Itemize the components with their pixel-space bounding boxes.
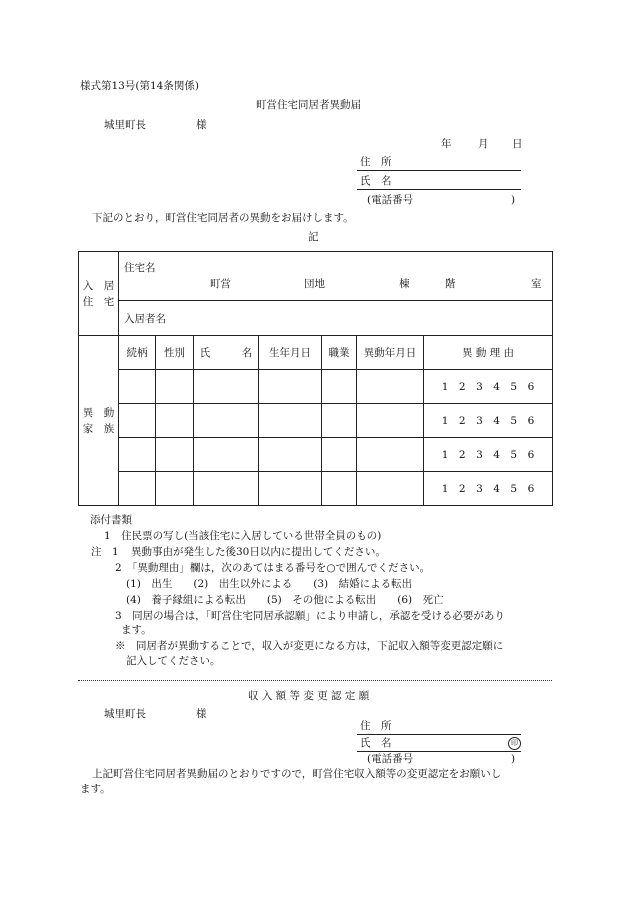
cell-change-date[interactable] [357,370,424,404]
cell-reason-options[interactable]: 1 2 3 4 5 6 [424,438,553,472]
housing-part-building: 棟 [399,278,410,290]
cell-relationship[interactable] [119,438,156,472]
col-change-date: 異動年月日 [357,336,424,370]
date-year: 年 [441,138,452,150]
cell-relationship[interactable] [119,370,156,404]
cell-change-date[interactable] [357,472,424,506]
cell-birthdate[interactable] [259,438,322,472]
cell-name[interactable] [194,438,259,472]
form-number: 様式第13号(第14条関係) [80,80,199,92]
table-row [79,370,553,404]
cell-occupation[interactable] [322,472,357,506]
addressee: 城里町長 [104,119,146,131]
col-birthdate: 生年月日 [259,336,322,370]
income-name-underline[interactable] [357,751,521,752]
cell-sex[interactable] [156,370,194,404]
cell-reason-options[interactable]: 1 2 3 4 5 6 [424,370,553,404]
income-phone-close: ) [511,753,516,765]
note-prefix: 注 1 [91,546,119,558]
phone-label: (電話番号 [367,194,414,206]
income-addressee: 城里町長 [104,708,146,720]
phone-close: ) [511,194,516,206]
housing-part-danchi: 団地 [304,278,325,290]
cell-name[interactable] [194,472,259,506]
col-occupation: 職業 [322,336,357,370]
cell-sex[interactable] [156,472,194,506]
form-title: 町営住宅同居者異動届 [256,99,361,111]
attachment-1: 1 住民票の写し(当該住宅に入居している世帯全員のもの) [104,530,382,542]
note-star: ※ 同居者が異動することで，収入が変更になる方は，下記収入額等変更認定願に [115,640,504,652]
intro-text: 下記のとおり，町営住宅同居者の異動をお届けします。 [92,212,354,224]
change-family-label: 異 動 家 族 [79,336,119,506]
reasons-line-1: (1) 出生 (2) 出生以外による (3) 結婚による転出 [126,578,413,590]
income-name-label: 氏 名 [360,737,392,749]
col-change-reason: 異 動 理 由 [424,336,553,370]
address-underline[interactable] [357,170,521,171]
col-relationship: 続柄 [119,336,156,370]
table-row [79,472,553,506]
cell-name[interactable] [194,404,259,438]
cut-line [78,680,552,681]
name-label: 氏 名 [360,175,392,187]
income-body-cont: ます。 [80,783,111,795]
note-star-cont: 記入してください。 [126,655,221,667]
cell-occupation[interactable] [322,370,357,404]
housing-name-cell[interactable] [119,252,553,301]
cell-birthdate[interactable] [259,472,322,506]
name-underline[interactable] [357,189,521,190]
cell-birthdate[interactable] [259,404,322,438]
income-phone-label: (電話番号 [367,753,414,765]
note-1: 異動事由が発生した後30日以内に提出してください。 [131,546,386,558]
cell-change-date[interactable] [357,438,424,472]
housing-part-floor: 階 [445,278,456,290]
ki-label: 記 [308,231,319,243]
cell-sex[interactable] [156,404,194,438]
col-name: 氏 名 [194,336,259,370]
income-address-underline[interactable] [357,734,521,735]
income-addressee-honorific: 様 [196,708,207,720]
note-3-cont: ます。 [121,624,152,636]
date-day: 日 [512,138,523,150]
cell-relationship[interactable] [119,472,156,506]
note-2: 2 「異動理由」欄は，次のあてはまる番号を○で囲んでください。 [115,562,431,574]
change-table [78,251,553,506]
table-row [79,438,553,472]
seal-mark [508,737,521,751]
addressee-honorific: 様 [196,119,207,131]
occupant-name-cell[interactable] [119,301,553,336]
seal-icon: 印 [508,737,521,750]
cell-reason-options[interactable]: 1 2 3 4 5 6 [424,472,553,506]
cell-reason-options[interactable]: 1 2 3 4 5 6 [424,404,553,438]
cell-occupation[interactable] [322,404,357,438]
cell-sex[interactable] [156,438,194,472]
table-row [79,404,553,438]
address-label: 住 所 [360,156,392,168]
note-3: 3 同居の場合は，「町営住宅同居承認願」により申請し，承認を受ける必要があり [115,610,505,622]
housing-part-town: 町営 [210,278,231,290]
income-address-label: 住 所 [360,720,392,732]
reasons-line-2: (4) 養子縁組による転出 (5) その他による転出 (6) 死亡 [126,594,444,606]
housing-name-label: 住宅名 [124,262,156,274]
attachments-title: 添付書類 [90,514,132,526]
col-sex: 性別 [156,336,194,370]
occupant-name-label: 入居者名 [124,312,166,325]
cell-name[interactable] [194,370,259,404]
cell-occupation[interactable] [322,438,357,472]
cell-change-date[interactable] [357,404,424,438]
cell-birthdate[interactable] [259,370,322,404]
date-month: 月 [478,138,489,150]
cell-relationship[interactable] [119,404,156,438]
housing-part-room: 室 [531,278,542,290]
income-title: 収 入 額 等 変 更 認 定 願 [248,690,370,702]
income-body: 上記町営住宅同居者異動届のとおりですので，町営住宅収入額等の変更認定をお願いし [92,768,502,780]
residence-label: 入 居 住 宅 [79,252,119,336]
